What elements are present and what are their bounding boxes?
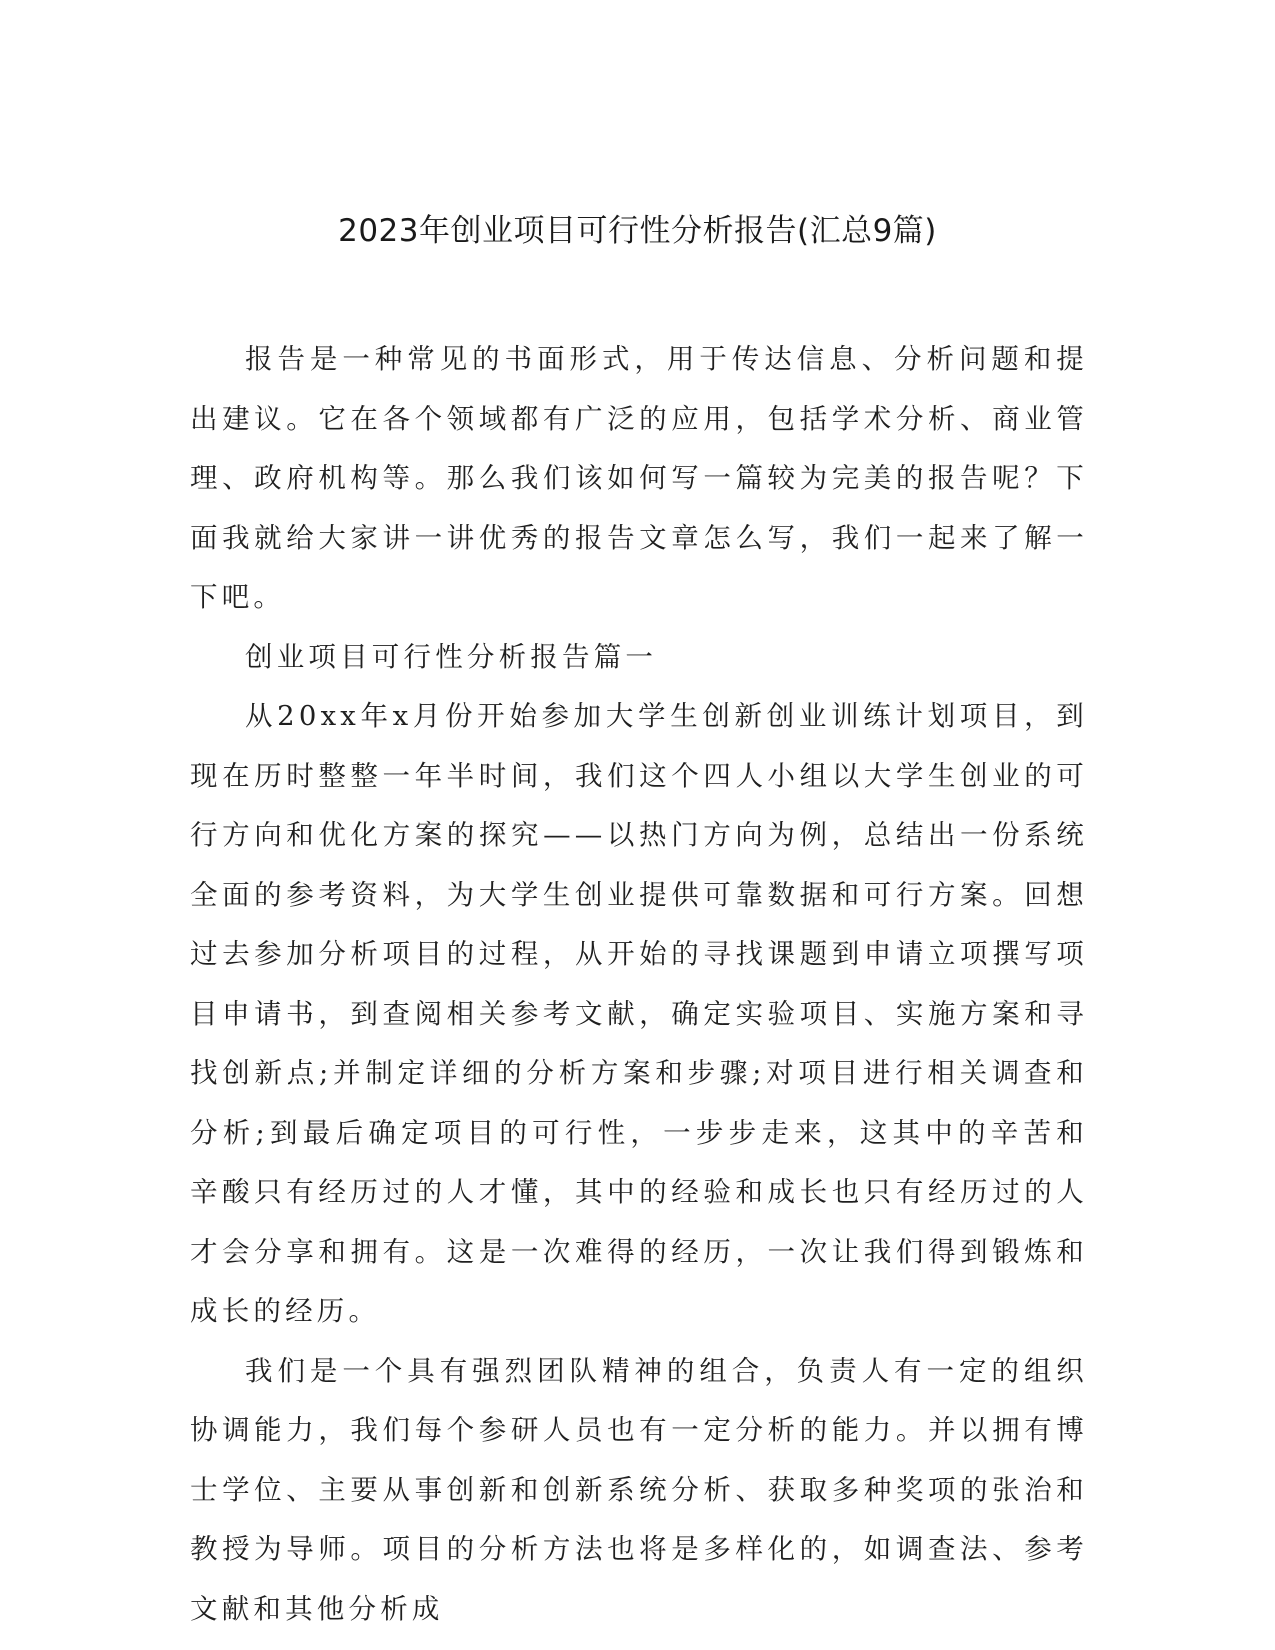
body-paragraph: 从20xx年x月份开始参加大学生创新创业训练计划项目，到现在历时整整一年半时间，我们这个四人小组以大学生创业的可行方向和优化方案的探究——以热门方向为例，总结出一份系统全面的参考资料，为大学生创业提供可靠数据和可行方案。回想过去参加分析项目的过程，从开始的寻找课题到申请立项撰写项目申请书，到查阅相关参考文献，确定实验项目、实施方案和寻找创新点;并制定详细的分析方案和步骤;对项目进行相关调查和分析;到最后确定项目的可行性，一步步走来，这其中的辛苦和辛酸只有经历过的人才懂，其中的经验和成长也只有经历过的人才会分享和拥有。这是一次难得的经历，一次让我们得到锻炼和成长的经历。: [190, 700, 1088, 1327]
document-title: 2023年创业项目可行性分析报告(汇总9篇): [338, 213, 937, 249]
body-paragraph: 我们是一个具有强烈团队精神的组合，负责人有一定的组织协调能力，我们每个参研人员也有一定分析的能力。并以拥有博士学位、主要从事创新和创新系统分析、获取多种奖项的张治和教授为导师。项目的分析方法也将是多样化的，如调查法、参考文献和其他分析成: [190, 1354, 1088, 1625]
intro-paragraph: 报告是一种常见的书面形式，用于传达信息、分析问题和提出建议。它在各个领域都有广泛的应用，包括学术分析、商业管理、政府机构等。那么我们该如何写一篇较为完美的报告呢？下面我就给大家讲一讲优秀的报告文章怎么写，我们一起来了解一下吧。: [190, 343, 1088, 613]
section-heading: 创业项目可行性分析报告篇一: [245, 640, 658, 673]
document-body: [190, 330, 1088, 1639]
